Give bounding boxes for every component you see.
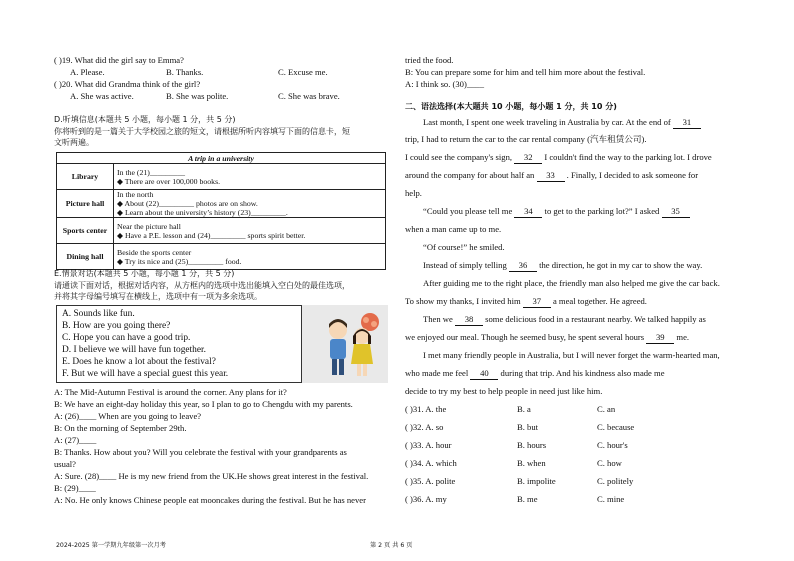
row-line: ◆ Learn about the university’s history (23)_________.: [117, 208, 288, 217]
answer-blank[interactable]: 33: [537, 170, 565, 182]
choice-option-c: C. an: [597, 404, 616, 414]
answer-blank[interactable]: 39: [646, 332, 674, 344]
answer-blank[interactable]: 34: [514, 206, 542, 218]
section-e-instruction-cont: 并将其字母编号填写在横线上，选项中有一项为多余选项。: [54, 292, 262, 301]
passage-line: help.: [405, 188, 422, 198]
children-illustration: [322, 310, 384, 380]
passage-line: Then we 38 some delicious food in a restaurant nearby. We talked happily as: [423, 314, 706, 324]
footer-page-number: 第 2 页 共 6 页: [370, 542, 413, 549]
choice-option-c: C. politely: [597, 476, 634, 486]
table-row: [57, 218, 386, 244]
answer-blank[interactable]: 32: [514, 152, 542, 164]
answer-blank[interactable]: 35: [662, 206, 690, 218]
option-f: F. But we will have a special guest this year.: [62, 369, 229, 379]
row-label: Sports center: [57, 218, 114, 244]
choice-question: ( )36. A. my: [405, 494, 447, 504]
section-e-instruction: 请通读下面对话，根据对话内容，从方框内的选项中选出能填入空白处的最佳选项，: [54, 281, 350, 290]
dialog-line: usual?: [54, 459, 76, 469]
choice-option-b: B. impolite: [517, 476, 556, 486]
dialog-continued: A: I think so. (30)____: [405, 79, 485, 89]
section-d-instruction: 你将听到的是一篇关于大学校园之旅的短文，请根据所听内容填写下面的信息卡，短: [54, 127, 350, 136]
section-d-instruction-cont: 文听两遍。: [54, 138, 94, 147]
question-20: ( )20. What did Grandma think of the girl?: [54, 79, 201, 89]
option-e: E. Does he know a lot about the festival?: [62, 357, 216, 367]
row-line: Near the picture hall: [117, 221, 181, 231]
passage-line: decide to try my best to help people in need just like him.: [405, 386, 603, 396]
option-d: D. I believe we will have fun together.: [62, 345, 206, 355]
row-line: ◆ About (22)_________ photos are on show.: [117, 199, 258, 208]
choice-option-c: C. how: [597, 458, 622, 468]
table-row: [57, 244, 386, 270]
table-row: [57, 190, 386, 218]
passage-line: “Could you please tell me 34 to get to the parking lot?” I asked 35: [423, 206, 690, 218]
passage-line: who made me feel 40 during that trip. And his kindness also made me: [405, 368, 665, 378]
table-title: A trip in a university: [57, 153, 386, 164]
dialog-line: A: Sure. (28)____ He is my new friend from the UK.He shows great interest in the festival.: [54, 471, 369, 481]
choice-question: ( )31. A. the: [405, 404, 447, 414]
choice-question: ( )32. A. so: [405, 422, 444, 432]
choice-option-b: B. hours: [517, 440, 547, 450]
row-label: Dining hall: [57, 244, 114, 270]
answer-blank[interactable]: 37: [523, 296, 551, 308]
section-e-title: E.情景对话(本题共 5 小题，每小题 1 分，共 5 分): [54, 269, 235, 278]
row-label: Picture hall: [57, 190, 114, 218]
row-label: Library: [57, 164, 114, 190]
answer-blank[interactable]: 38: [455, 314, 483, 326]
dialog-line: B: On the morning of September 29th.: [54, 423, 187, 433]
passage-line: trip, I had to return the car to the car rental company (汽车租赁公司).: [405, 134, 647, 144]
footer-exam-name: 2024-2025 第一学期九年级第一次月考: [56, 542, 166, 549]
choice-question: ( )33. A. hour: [405, 440, 452, 450]
passage-line: I met many friendly people in Australia, but I will never forget the warm-hearted man,: [423, 350, 720, 360]
row-line: In the north: [117, 190, 154, 199]
passage-line: I could see the company's sign, 32 I couldn't find the way to the parking lot. I drove: [405, 152, 712, 162]
choice-option-b: B. but: [517, 422, 539, 432]
dialog-continued: tried the food.: [405, 55, 454, 65]
q20-option-c: C. She was brave.: [278, 91, 340, 101]
dialog-line: B: Thanks. How about you? Will you celebrate the festival with your grandparents as: [54, 447, 347, 457]
dialog-line: A: The Mid-Autumn Festival is around the corner. Any plans for it?: [54, 387, 287, 397]
table-row: [57, 164, 386, 190]
row-line: Beside the sports center: [117, 247, 192, 257]
option-c: C. Hope you can have a good trip.: [62, 333, 191, 343]
choice-option-c: C. mine: [597, 494, 625, 504]
dialog-line: A: No. He only knows Chinese people eat mooncakes during the festival. But he has never: [54, 495, 366, 505]
q19-option-c: C. Excuse me.: [278, 67, 328, 77]
passage-line: around the company for about half an 33 . Finally, I decided to ask someone for: [405, 170, 699, 180]
passage-line: Instead of simply telling 36 the direction, he got in my car to show the way.: [423, 260, 703, 270]
choice-option-b: B. me: [517, 494, 538, 504]
answer-blank[interactable]: 36: [509, 260, 537, 272]
option-a: A. Sounds like fun.: [62, 309, 135, 319]
section-2-title: 二、语法选择(本大题共 10 小题，每小题 1 分，共 10 分): [405, 102, 617, 111]
row-line: ◆ There are over 100,000 books.: [117, 176, 221, 186]
passage-line: To show my thanks, I invited him 37 a meal together. He agreed.: [405, 296, 647, 306]
q20-option-b: B. She was polite.: [166, 91, 229, 101]
answer-blank[interactable]: 40: [470, 368, 498, 380]
row-line: ◆ Have a P.E. lesson and (24)_________ sports spirit better.: [117, 230, 306, 240]
choice-question: ( )35. A. polite: [405, 476, 456, 486]
passage-line: Last month, I spent one week traveling in Australia by car. At the end of 31: [423, 117, 701, 129]
q19-option-a: A. Please.: [70, 67, 105, 77]
choice-option-b: B. when: [517, 458, 546, 468]
q19-option-b: B. Thanks.: [166, 67, 204, 77]
question-19: ( )19. What did the girl say to Emma?: [54, 55, 184, 65]
passage-line: After guiding me to the right place, the friendly man also helped me give the car back.: [423, 278, 720, 288]
row-line: In the (21)_________: [117, 167, 185, 177]
choice-option-c: C. hour's: [597, 440, 628, 450]
row-line: ◆ Try its nice and (25)_________ food.: [117, 256, 242, 266]
dialog-continued: B: You can prepare some for him and tell him more about the festival.: [405, 67, 646, 77]
q20-option-a: A. She was active.: [70, 91, 134, 101]
choice-question: ( )34. A. which: [405, 458, 457, 468]
passage-line: we enjoyed our meal. Though he seemed busy, he spent several hours 39 me.: [405, 332, 690, 342]
passage-line: “Of course!” he smiled.: [423, 242, 505, 252]
dialog-line: A: (26)____ When are you going to leave?: [54, 411, 202, 421]
options-box: [56, 305, 302, 383]
section-d-title: D.听填信息(本题共 5 小题，每小题 1 分，共 5 分): [54, 115, 236, 124]
answer-blank[interactable]: 31: [673, 117, 701, 129]
dialog-line: B: We have an eight-day holiday this year, so I plan to go to Chengdu with my parents.: [54, 399, 353, 409]
choice-option-b: B. a: [517, 404, 531, 414]
option-b: B. How are you going there?: [62, 321, 171, 331]
choice-option-c: C. because: [597, 422, 635, 432]
passage-line: when a man came up to me.: [405, 224, 502, 234]
dialog-line: B: (29)____: [54, 483, 96, 493]
info-card-table: [56, 152, 386, 270]
dialog-line: A: (27)____: [54, 435, 97, 445]
